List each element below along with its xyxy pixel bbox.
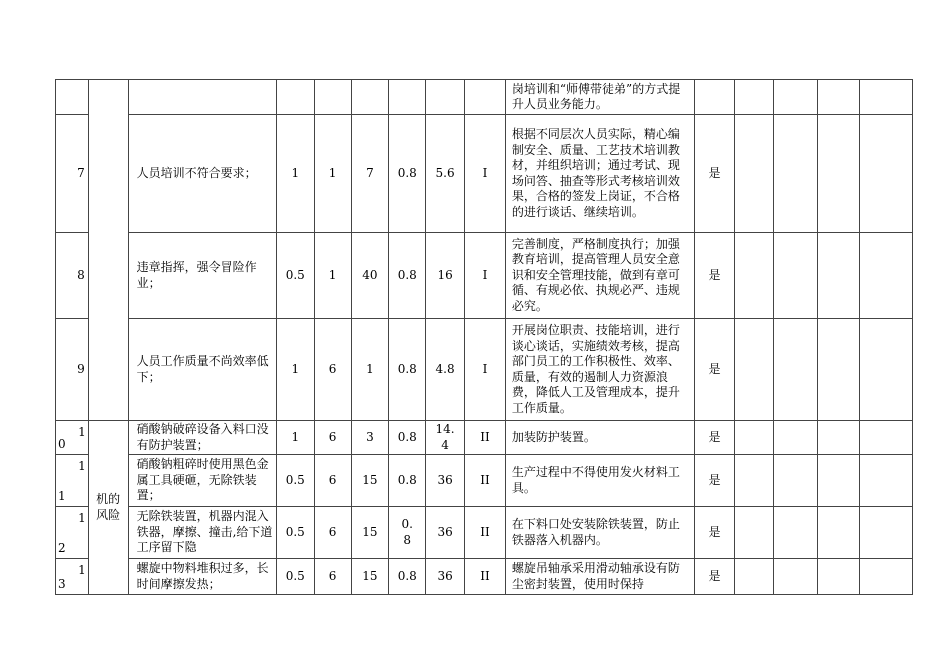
row-id-top: 1	[78, 459, 86, 473]
row-id	[56, 455, 89, 507]
value-E: 6	[314, 507, 351, 559]
measure-cell: 完善制度，严格制度执行；加强教育培训，提高管理人员安全意识和安全管理技能，做到有章可循、有规必依、执规必严、违规必究。	[505, 233, 694, 319]
hazard-cell	[128, 80, 276, 115]
value-L: 1	[276, 319, 314, 421]
ok-cell: 是	[695, 319, 735, 421]
value-C: 3	[351, 421, 389, 455]
value-D: 36	[426, 507, 465, 559]
value-D: 36	[426, 455, 465, 507]
value-L: 0.5	[276, 233, 314, 319]
value-E: 6	[314, 455, 351, 507]
measure-cell: 岗培训和“师傅带徒弟”的方式提升人员业务能力。	[505, 80, 694, 115]
value-C: 1	[351, 319, 389, 421]
row-id	[56, 80, 89, 115]
value-D-part1: 14.	[435, 422, 455, 436]
row-id-bottom: 1	[58, 488, 66, 503]
value-C: 15	[351, 455, 389, 507]
table-row	[56, 80, 913, 115]
row-id-top: 1	[78, 563, 86, 577]
table-row	[56, 507, 913, 559]
hazard-cell: 违章指挥，强令冒险作业；	[128, 233, 276, 319]
hazard-cell: 人员培训不符合要求；	[128, 115, 276, 233]
hazard-cell: 硝酸钠粗碎时使用黑色金属工具硬砸，无除铁装置；	[128, 455, 276, 507]
hazard-cell: 无除铁装置，机器内混入铁器，摩擦、撞击,给下道工序留下隐	[128, 507, 276, 559]
row-id: 9	[56, 319, 89, 421]
value-E: 1	[314, 233, 351, 319]
hazard-cell: 螺旋中物料堆积过多，长时间摩擦发热；	[128, 559, 276, 595]
value-C: 15	[351, 507, 389, 559]
row-id-bottom: 2	[58, 540, 66, 555]
hazard-cell: 硝酸钠破碎设备入料口没有防护装置；	[128, 421, 276, 455]
risk-level: II	[465, 559, 506, 595]
row-id-bottom: 0	[58, 436, 66, 451]
value-m: 0.8	[389, 233, 426, 319]
row-id: 8	[56, 233, 89, 319]
table-row	[56, 233, 913, 319]
row-id: 7	[56, 115, 89, 233]
value-m: 0.8	[389, 421, 426, 455]
risk-level: I	[465, 319, 506, 421]
value-D: 4.8	[426, 319, 465, 421]
row-id-top: 1	[78, 425, 86, 439]
value-m	[389, 507, 426, 559]
value-E: 6	[314, 559, 351, 595]
ok-cell: 是	[695, 559, 735, 595]
value-D	[426, 421, 465, 455]
table-row	[56, 455, 913, 507]
ok-cell: 是	[695, 507, 735, 559]
value-E: 6	[314, 319, 351, 421]
value-D: 36	[426, 559, 465, 595]
row-id	[56, 421, 89, 455]
row-id-top: 1	[78, 511, 86, 525]
measure-cell: 根据不同层次人员实际，精心编制安全、质量、工艺技术培训教材，并组织培训；通过考试、现场问答、抽查等形式考核培训效果，合格的签发上岗证，不合格的进行谈话、继续培训。	[505, 115, 694, 233]
table-row	[56, 559, 913, 595]
ok-cell: 是	[695, 115, 735, 233]
category-cell: 机的风险	[88, 421, 128, 595]
measure-cell: 开展岗位职责、技能培训，进行谈心谈话，实施绩效考核，提高部门员工的工作积极性、效率、质量，有效的遏制人力资源浪费，降低人工及管理成本，提升工作质量。	[505, 319, 694, 421]
value-C: 40	[351, 233, 389, 319]
measure-cell: 螺旋吊轴承采用滑动轴承设有防尘密封装置，使用时保持	[505, 559, 694, 595]
risk-assessment-table	[55, 79, 913, 595]
table-row	[56, 115, 913, 233]
value-D-part2: 4	[441, 437, 449, 452]
row-id-bottom: 3	[58, 576, 66, 591]
value-m: 0.8	[389, 319, 426, 421]
ok-cell: 是	[695, 421, 735, 455]
value-C: 7	[351, 115, 389, 233]
value-E: 1	[314, 115, 351, 233]
risk-level: I	[465, 233, 506, 319]
table-row	[56, 319, 913, 421]
row-id	[56, 507, 89, 559]
value-E: 6	[314, 421, 351, 455]
ok-cell: 是	[695, 455, 735, 507]
risk-level: II	[465, 421, 506, 455]
value-D: 16	[426, 233, 465, 319]
category-cell-upper	[88, 80, 128, 421]
value-L: 1	[276, 115, 314, 233]
value-m-part1: 0.	[401, 517, 413, 531]
value-m-part2: 8	[403, 532, 412, 547]
measure-cell: 在下料口处安装除铁装置，防止铁器落入机器内。	[505, 507, 694, 559]
table-row	[56, 421, 913, 455]
measure-cell: 生产过程中不得使用发火材料工具。	[505, 455, 694, 507]
value-L: 0.5	[276, 559, 314, 595]
value-C: 15	[351, 559, 389, 595]
value-D: 5.6	[426, 115, 465, 233]
risk-level: I	[465, 115, 506, 233]
measure-cell: 加装防护装置。	[505, 421, 694, 455]
value-L: 0.5	[276, 507, 314, 559]
risk-level: II	[465, 455, 506, 507]
row-id	[56, 559, 89, 595]
ok-cell: 是	[695, 233, 735, 319]
value-L: 1	[276, 421, 314, 455]
value-L: 0.5	[276, 455, 314, 507]
value-m: 0.8	[389, 115, 426, 233]
value-m: 0.8	[389, 559, 426, 595]
hazard-cell: 人员工作质量不尚效率低下；	[128, 319, 276, 421]
value-m: 0.8	[389, 455, 426, 507]
risk-level: II	[465, 507, 506, 559]
